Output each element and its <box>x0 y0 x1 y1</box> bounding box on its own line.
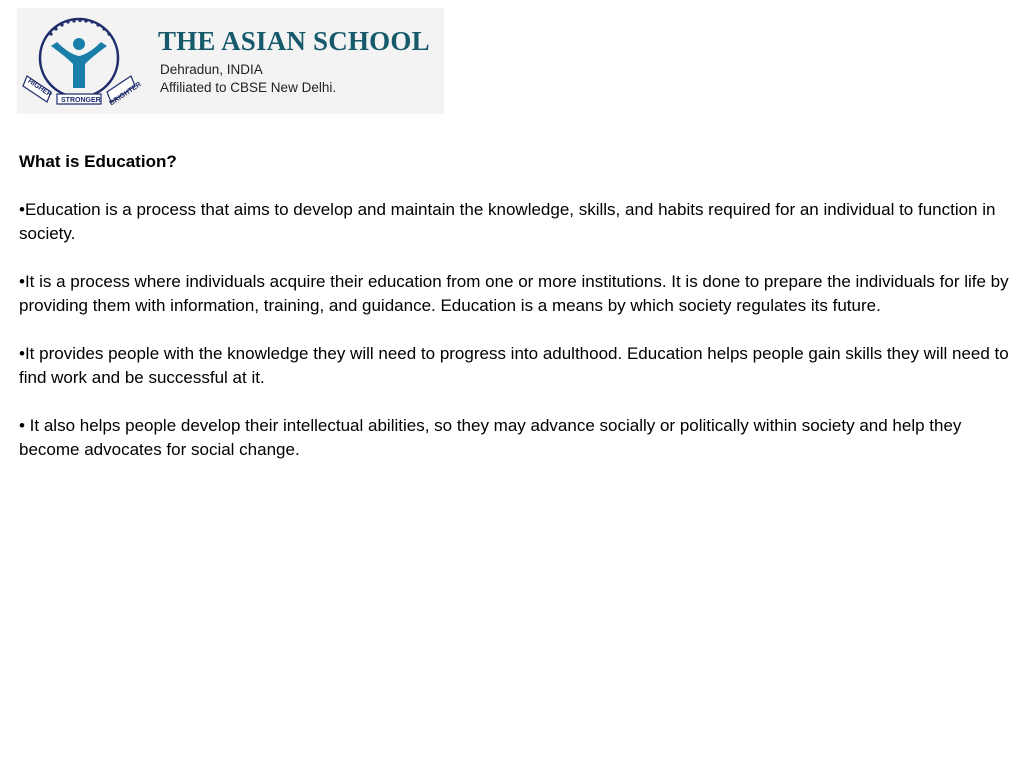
paragraph-2: •It is a process where individuals acquire their education from one or more institutions. It is done to prepare the individuals for life by providing them with information, training, and guidance. Education is a means by which society regulates its future. <box>19 272 1009 315</box>
page-heading: What is Education? <box>19 152 177 171</box>
ribbon-brighter: BRIGHTER <box>108 81 143 108</box>
paragraph-4: • It also helps people develop their intellectual abilities, so they may advance socially or politically within society and help they become advocates for social change. <box>19 416 962 459</box>
school-header-banner <box>17 8 444 114</box>
main-content <box>19 150 1009 486</box>
school-name: THE ASIAN SCHOOL <box>158 26 430 56</box>
school-location: Dehradun, INDIA <box>160 62 263 77</box>
school-affiliation: Affiliated to CBSE New Delhi. <box>160 80 337 95</box>
paragraph-1: •Education is a process that aims to develop and maintain the knowledge, skills, and habits required for an individual to function in society. <box>19 200 996 243</box>
ribbon-stronger: STRONGER <box>61 97 101 104</box>
school-emblem-icon <box>17 8 157 114</box>
paragraph-3: •It provides people with the knowledge they will need to progress into adulthood. Education helps people gain skills they will need to find work and be successful at it. <box>19 344 1009 387</box>
ribbon-higher: HIGHER <box>26 77 53 99</box>
